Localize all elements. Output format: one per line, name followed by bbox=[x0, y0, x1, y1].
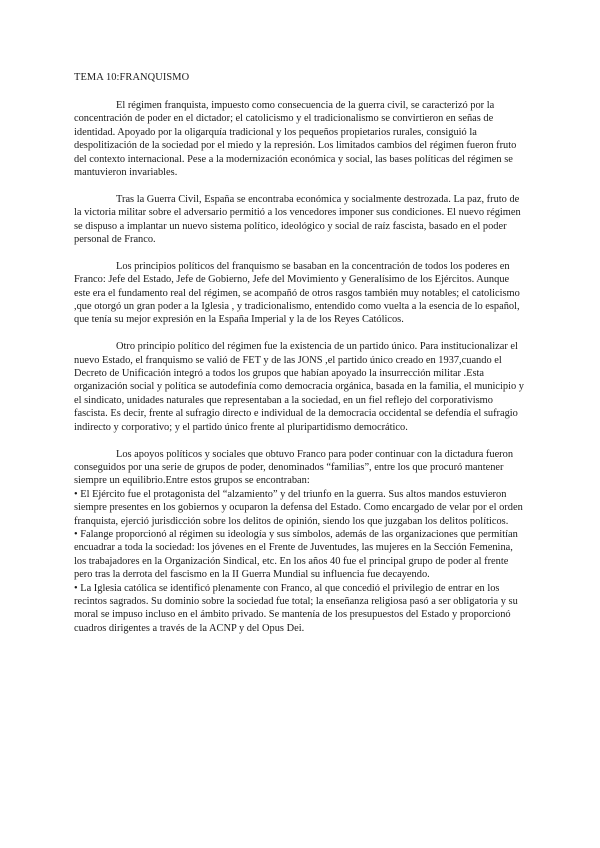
paragraph-spacer bbox=[74, 434, 526, 447]
bullet-falange: • Falange proporcionó al régimen su ideología y sus símbolos, además de las organizaciones que permitían encuadrar a toda la sociedad: los jóvenes en el Frente de Juventudes, las mujeres en la Sección Femenina, los trabajadores en la Organización Sindical, etc. En los años 40 fue el principal grupo de poder al frente pero tras la derrota del fascismo en la II Guerra Mundial su influencia fue decayendo. bbox=[74, 528, 518, 581]
paragraph-support-groups: Los apoyos políticos y sociales que obtuvo Franco para poder continuar con la dictadura fueron conseguidos por una serie de grupos de poder, denominados “familias”, entre los que procuró mantener siempre un equilibrio.Entre estos grupos se encontraban: bbox=[74, 448, 514, 487]
paragraph-single-party: Otro principio político del régimen fue la existencia de un partido único. Para institucionalizar el nuevo Estado, el franquismo se valió de FET y de las JONS ,el partido único creado en 1937,cuando el Decreto de Unificación integró a todos los grupos que habían apoyado la insurrección militar .Esta organización social y política se autodefinía como democracia orgánica, basada en la familia, el municipio y el sindicato, unidades naturales que representaban a la sociedad, en un fiel reflejo del corporativismo fascista. Es decir, frente al sufragio directo e individual de la democracia occidental se defendía el sufragio indirecto y corporativo; y el partido único frente al pluripartidismo democrático. bbox=[74, 341, 524, 433]
paragraph-spacer bbox=[74, 246, 526, 259]
document-title: TEMA 10:FRANQUISMO bbox=[74, 72, 190, 83]
paragraph-spacer bbox=[74, 179, 526, 192]
bullet-army: • El Ejército fue el protagonista del “alzamiento” y del triunfo en la guerra. Sus altos mandos estuvieron siempre presentes en los gobiernos y ocuparon la defensa del Estado. Como encargado de velar por el orden franquista, ejerció jurisdicción sobre los delitos de opinión, siendo los que juzgaban los delitos políticos. bbox=[74, 488, 523, 527]
document-body bbox=[74, 99, 526, 635]
paragraph-spacer bbox=[74, 327, 526, 340]
paragraph-intro: El régimen franquista, impuesto como consecuencia de la guerra civil, se caracterizó por la concentración de poder en el dictador; el catolicismo y el tradicionalismo se convirtieron en señas de identidad. Apoyado por la oligarquía tradicional y los pequeños propietarios rurales, consiguió la despolitización de la sociedad por el miedo y la represión. Los limitados cambios del régimen fueron fruto del contexto internacional. Pese a la modernización económica y social, las bases políticas del régimen se mantuvieron invariables. bbox=[74, 100, 517, 179]
paragraph-postwar: Tras la Guerra Civil, España se encontraba económica y socialmente destrozada. La paz, fruto de la victoria militar sobre el adversario permitió a los vencedores imponer sus condiciones. El nuevo régimen se dispuso a implantar un nuevo sistema político, ideológico y social de raíz fascista, basado en el poder personal de Franco. bbox=[74, 193, 521, 246]
bullet-church: • La Iglesia católica se identificó plenamente con Franco, al que concedió el privilegio de entrar en los recintos sagrados. Su dominio sobre la sociedad fue total; la enseñanza religiosa pasó a ser obligatoria y su moral se impuso incluso en el ámbito privado. Se mantenía de los presupuestos del Estado y proporcionó cuadros dirigentes a través de la ACNP y del Opus Dei. bbox=[74, 582, 518, 634]
paragraph-principles: Los principios políticos del franquismo se basaban en la concentración de todos los poderes en Franco: Jefe del Estado, Jefe de Gobierno, Jefe del Movimiento y Generalísimo de los Ejércitos. Aunque este era el fundamento real del régimen, se acompañó de otros rasgos también muy notables; el catolicismo ,que otorgó un gran poder a la Iglesia , y tradicionalismo, entendido como vuelta a la esencia de lo español, que tenía su mejor expresión en la España Imperial y la de los Reyes Católicos. bbox=[74, 260, 520, 326]
